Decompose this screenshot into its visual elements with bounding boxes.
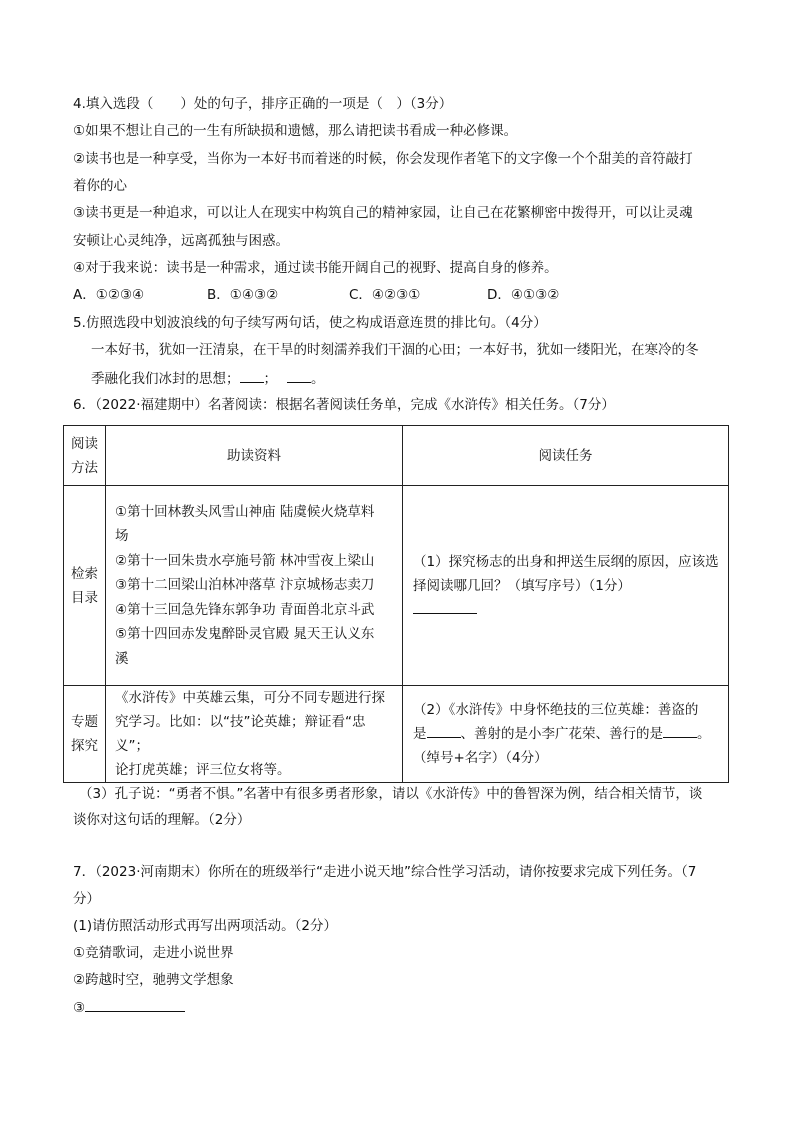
- option-d[interactable]: D．④①③②: [487, 287, 560, 303]
- method-index: 检索 目录: [64, 486, 106, 686]
- q4-sentence-1: ①如果不想让自己的一生有所缺损和遗憾，那么请把读书看成一种必修课。: [73, 123, 518, 139]
- q4-options: [73, 285, 559, 305]
- activity-1: ①竞猜歌词，走进小说世界: [73, 945, 234, 961]
- q4-sentence-2: ②读书也是一种享受，当你为一本好书而着迷的时候，你会发现作者笔下的文字像一个个甜美的音符敲打: [73, 151, 693, 167]
- answer-blank[interactable]: [240, 368, 264, 383]
- q4-sentence-3-cont: 安顿让心灵纯净，远离孤独与困惑。: [73, 233, 289, 249]
- q4-sentence-3: ③读书更是一种追求，可以让人在现实中构筑自己的精神家园，让自己在花繁柳密中拨得开，可以让灵魂: [73, 205, 693, 221]
- list-item: 溪: [115, 650, 129, 667]
- q5-end: 。: [311, 371, 325, 387]
- q7-sub1: (1)请仿照活动形式再写出两项活动。（2分）: [73, 918, 337, 934]
- option-b[interactable]: B．①④③②: [207, 287, 279, 303]
- q4-sentence-4: ④对于我来说：读书是一种需求，通过读书能开阔自己的视野、提高自身的修养。: [73, 260, 558, 276]
- answer-blank[interactable]: [85, 997, 185, 1012]
- table-row: [64, 486, 729, 686]
- list-item: 场: [115, 528, 129, 545]
- q7-stem: 7．（2023·河南期末）你所在的班级举行“走进小说天地”综合性学习活动，请你按要求完成下列任务。（7: [73, 864, 697, 880]
- q7-stem-cont: 分）: [73, 891, 100, 907]
- topic-material: 《水浒传》中英雄云集，可分不同专题进行探 究学习。比如：以“技”论英雄；辩证看“忠义”； 论打虎英雄；评三位女将等。: [106, 686, 403, 783]
- task-2: （2）《水浒传》中身怀绝技的三位英雄：善盗的 是 、善射的是小李广花荣、善行的是 。 （绰号+名字）（4分）: [403, 686, 729, 783]
- answer-blank[interactable]: [663, 723, 697, 738]
- task-1: （1）探究杨志的出身和押送生辰纲的原因，应该选 择阅读哪几回？（填写序号）（1分）: [403, 486, 729, 686]
- chapter-list: [106, 486, 403, 686]
- table-header-row: [64, 426, 729, 486]
- answer-blank[interactable]: [427, 723, 461, 738]
- activity-3: ③: [73, 997, 185, 1018]
- q5-text-cont: [91, 368, 325, 389]
- header-material: 助读资料: [106, 426, 403, 486]
- q5-separator: ；: [263, 371, 277, 387]
- header-method: 阅读 方法: [64, 426, 106, 486]
- q4-sentence-2-cont: 着你的心: [73, 178, 127, 194]
- q6-sub3: （3）孔子说：“勇者不惧。”名著中有很多勇者形象，请以《水浒传》中的鲁智深为例，结合相关情节，谈: [79, 786, 703, 802]
- list-item: ⑤第十四回赤发鬼醉卧灵官殿 晁天王认义东: [115, 626, 375, 643]
- answer-blank[interactable]: [413, 599, 477, 614]
- option-a[interactable]: A．①②③④: [73, 287, 145, 303]
- table-row: [64, 686, 729, 783]
- list-item: ④第十三回急先锋东郭争功 青面兽北京斗武: [115, 601, 375, 618]
- q5-stem: 5.仿照选段中划波浪线的句子续写两句话，使之构成语意连贯的排比句。（4分）: [73, 315, 547, 331]
- q6-sub3-cont: 谈你对这句话的理解。（2分）: [73, 812, 251, 828]
- q5-text: 一本好书，犹如一汪清泉，在干旱的时刻濡养我们干涸的心田；一本好书，犹如一缕阳光，在寒冷的冬: [91, 342, 699, 358]
- q6-stem: 6．（2022·福建期中）名著阅读：根据名著阅读任务单，完成《水浒传》相关任务。（7分）: [73, 397, 615, 413]
- header-task: 阅读任务: [403, 426, 729, 486]
- q4-stem: 4.填入选段（ ）处的句子，排序正确的一项是（ ）（3分）: [73, 96, 453, 112]
- answer-blank[interactable]: [287, 368, 311, 383]
- list-item: ②第十一回朱贵水亭施号箭 林冲雪夜上梁山: [115, 552, 375, 569]
- method-topic: 专题 探究: [64, 686, 106, 783]
- reading-task-table: [63, 425, 729, 783]
- list-item: ③第十二回梁山泊林冲落草 汴京城杨志卖刀: [115, 577, 375, 594]
- q5-text-prefix: 季融化我们冰封的思想；: [91, 371, 240, 387]
- option-c[interactable]: C．④②③①: [349, 287, 421, 303]
- list-item: ①第十回林教头风雪山神庙 陆虞候火烧草料: [115, 503, 375, 520]
- activity-2: ②跨越时空，驰骋文学想象: [73, 972, 234, 988]
